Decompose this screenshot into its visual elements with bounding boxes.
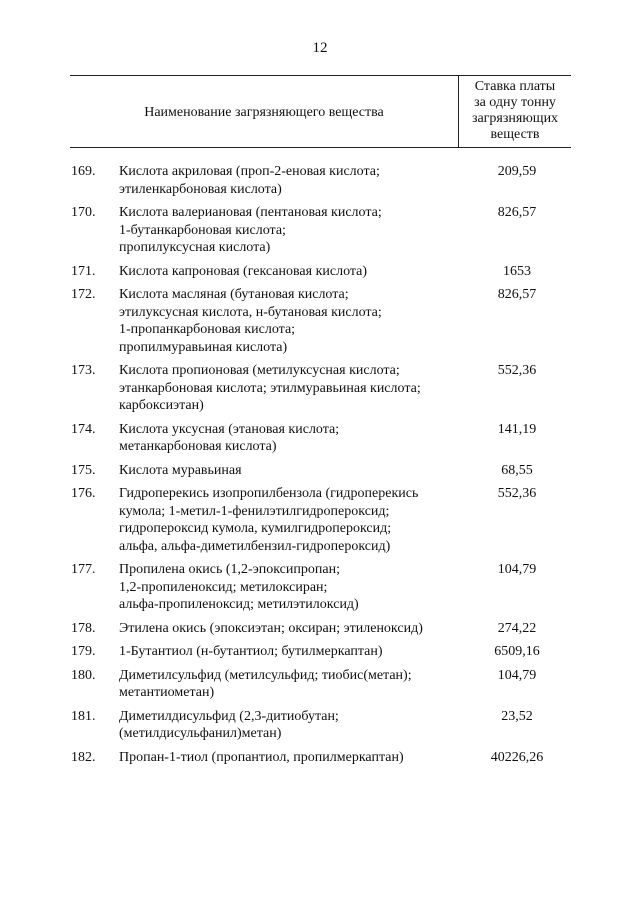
pollutant-name: Кислота масляная (бутановая кислота; этилуксусная кислота, н-бутановая кислота; 1-пропанкарбоновая кислота; пропилмуравьиная кислота) — [119, 287, 382, 355]
pollutant-name: Кислота акриловая (проп-2-еновая кислота; этиленкарбоновая кислота) — [119, 164, 380, 197]
pollutant-name: Пропилена окись (1,2-эпоксипропан; 1,2-пропиленоксид; метилоксиран; альфа-пропиленоксид; метилэтилоксид) — [119, 562, 359, 612]
rate-value: 6509,16 — [494, 644, 540, 659]
table-row — [70, 485, 571, 555]
pollutant-name: Кислота уксусная (этановая кислота; метанкарбоновая кислота) — [119, 421, 340, 454]
table-row — [70, 421, 571, 456]
table-row — [70, 462, 571, 480]
row-number: 174. — [71, 421, 96, 437]
row-number: 170. — [71, 205, 96, 220]
row-number: 179. — [71, 644, 96, 659]
table-row — [70, 749, 571, 767]
row-number: 169. — [71, 164, 96, 179]
row-number: 171. — [71, 263, 96, 279]
row-number: 176. — [71, 486, 96, 501]
table-row — [70, 362, 571, 415]
pollutant-name: Диметилдисульфид (2,3-дитиобутан; (метилдисульфанил)метан) — [119, 708, 339, 741]
row-number: 181. — [71, 708, 96, 724]
row-number: 173. — [71, 363, 96, 378]
row-number: 172. — [71, 287, 96, 302]
row-number: 178. — [71, 620, 96, 636]
rate-value: 1653 — [503, 263, 531, 279]
table-row — [70, 561, 571, 614]
table-header — [70, 75, 571, 148]
rate-value: 552,36 — [497, 486, 537, 501]
row-number: 180. — [71, 667, 96, 683]
table-row — [70, 163, 571, 198]
table-row — [70, 204, 571, 257]
rate-value: 826,57 — [497, 287, 537, 302]
pollutant-name: Кислота муравьиная — [119, 462, 242, 478]
rate-value: 104,79 — [497, 562, 537, 577]
table-body — [70, 148, 571, 766]
row-number: 177. — [71, 562, 96, 577]
rate-value: 826,57 — [497, 205, 537, 220]
row-number: 175. — [71, 462, 96, 478]
table-row — [70, 286, 571, 356]
pollutant-rates-table — [70, 75, 571, 772]
pollutant-name: Кислота пропионовая (метилуксусная кислота; этанкарбоновая кислота; этилмуравьиная кислота; карбоксиэтан) — [119, 363, 421, 413]
rate-value: 141,19 — [497, 421, 537, 437]
rate-value: 274,22 — [497, 620, 537, 636]
pollutant-name: Гидроперекись изопропилбензола (гидроперекись кумола; 1-метил-1-фенилэтилгидропероксид; гидропероксид кумола, кумилгидропероксид; альфа, альфа-диметилбензил-гидропероксид) — [119, 486, 419, 554]
pollutant-name: 1-Бутантиол (н-бутантиол; бутилмеркаптан) — [119, 644, 383, 659]
rate-value: 552,36 — [497, 363, 537, 378]
pollutant-name: Кислота валериановая (пентановая кислота; 1-бутанкарбоновая кислота; пропилуксусная кислота) — [119, 205, 382, 255]
table-row — [70, 667, 571, 702]
pollutant-name: Диметилсульфид (метилсульфид; тиобис(метан); метантиометан) — [119, 667, 412, 700]
table-row — [70, 620, 571, 638]
pollutant-name: Кислота капроновая (гексановая кислота) — [119, 263, 368, 279]
pollutant-name: Пропан-1-тиол (пропантиол, пропилмеркаптан) — [119, 749, 404, 765]
header-rate-per-ton: Ставка платы за одну тонну загрязняющих веществ — [458, 76, 571, 147]
table-row — [70, 643, 571, 661]
header-pollutant-name: Наименование загрязняющего вещества — [144, 105, 384, 120]
pollutant-name: Этилена окись (эпоксиэтан; оксиран; этиленоксид) — [119, 620, 423, 636]
rate-value: 68,55 — [501, 462, 533, 478]
table-row — [70, 708, 571, 743]
row-number: 182. — [71, 749, 96, 765]
rate-value: 23,52 — [501, 708, 533, 724]
rate-value: 40226,26 — [490, 749, 544, 765]
rate-value: 104,79 — [497, 667, 537, 683]
table-row — [70, 263, 571, 281]
page-number: 12 — [312, 40, 328, 56]
rate-value: 209,59 — [497, 164, 537, 179]
